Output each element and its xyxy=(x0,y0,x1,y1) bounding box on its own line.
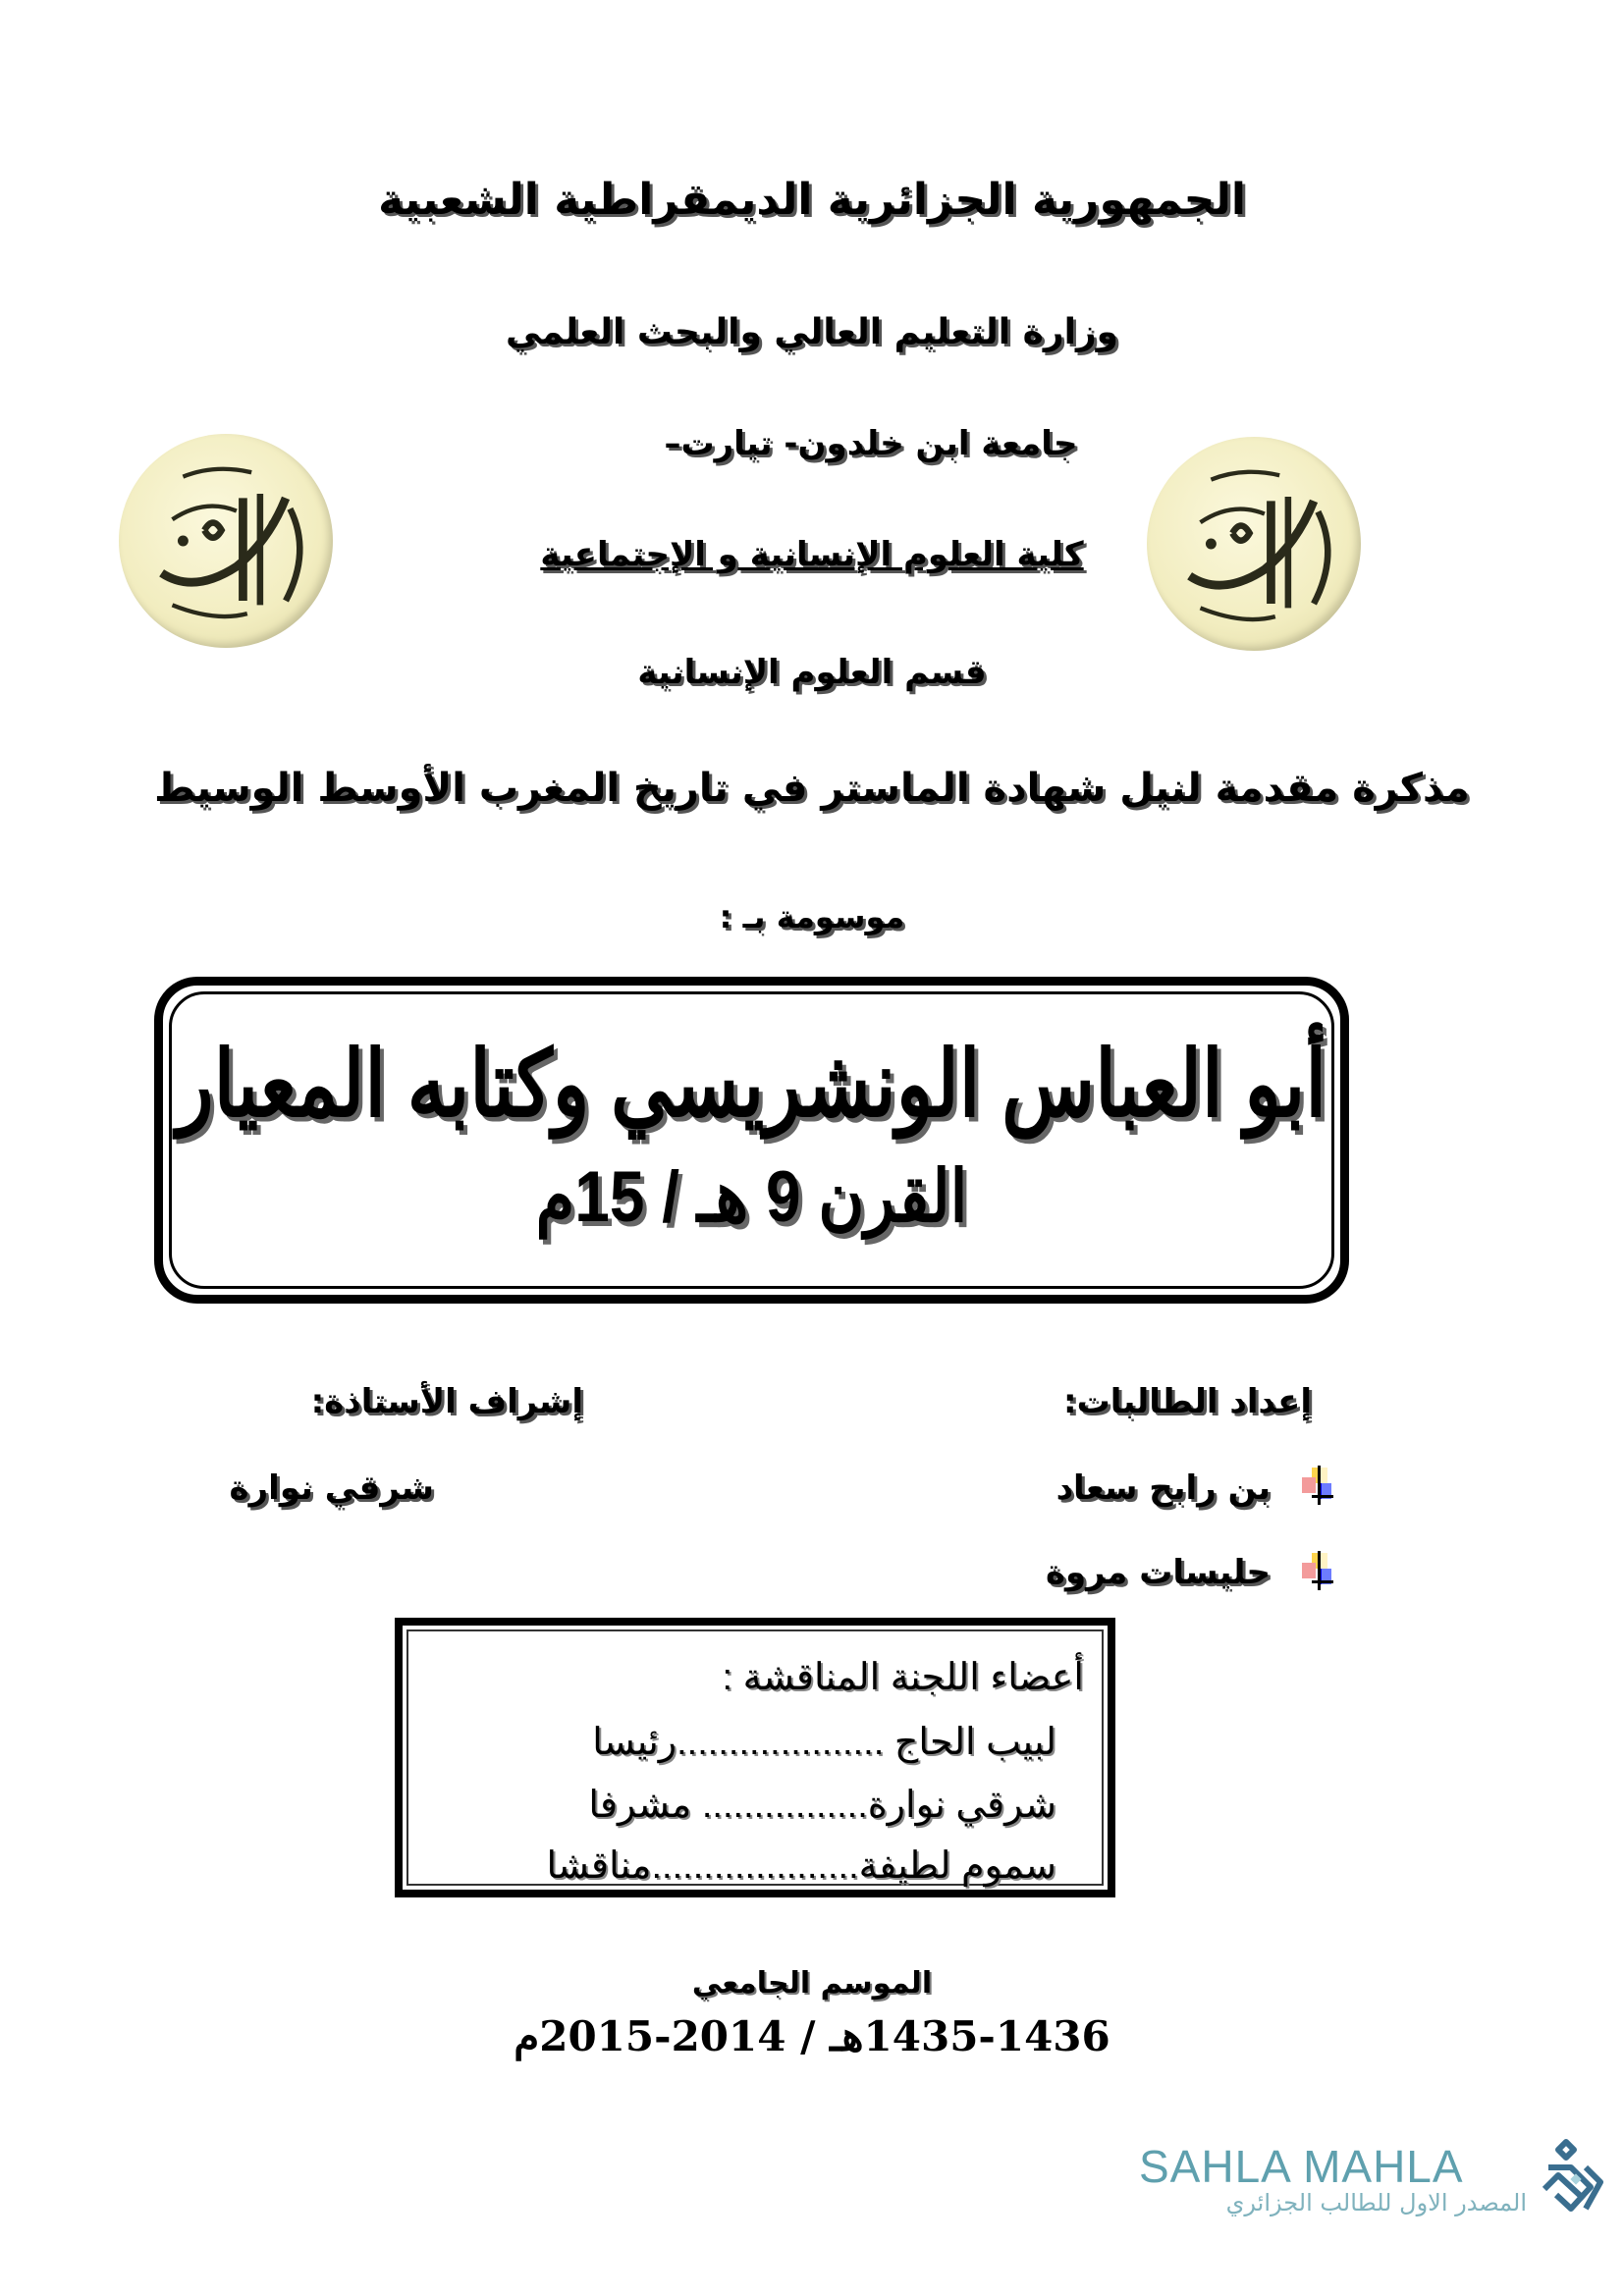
titled-label: موسومة بـ : xyxy=(719,898,905,935)
committee-member-3 xyxy=(546,1843,1056,1888)
department-heading: قسم العلوم الإنسانية xyxy=(637,653,987,692)
member-role: مناقشا xyxy=(546,1845,652,1887)
faculty-heading: كلية العلوم الإنسانية و الإجتماعية xyxy=(540,535,1084,574)
thesis-title-box xyxy=(154,977,1349,1304)
sahla-mahla-watermark xyxy=(1139,2140,1610,2228)
academic-year-label: الموسم الجامعي xyxy=(691,1966,933,2001)
ministry-heading: وزارة التعليم العالي والبحث العلمي xyxy=(505,312,1119,352)
thesis-title: أبو العباس الونشريسي وكتابه المعيار xyxy=(176,1032,1327,1136)
degree-line: مذكرة مقدمة لنيل شهادة الماستر في تاريخ المغرب الأوسط الوسيط xyxy=(154,766,1470,811)
colored-cross-bullet-icon xyxy=(1300,1551,1333,1590)
committee-box xyxy=(395,1618,1115,1897)
author-name-2: حليسات مروة xyxy=(1045,1553,1271,1592)
republic-heading: الجمهورية الجزائرية الديمقراطية الشعبية xyxy=(378,175,1246,225)
member-dots: .................... xyxy=(651,1845,859,1887)
watermark-tagline: المصدر الاول للطالب الجزائري xyxy=(1225,2189,1527,2216)
committee-title: أعضاء اللجنة المناقشة : xyxy=(722,1657,1084,1698)
watermark-brand: SAHLA MAHLA xyxy=(1139,2141,1464,2192)
supervisor-label: إشراف الأستاذة: xyxy=(310,1382,583,1421)
sahla-mahla-logo-icon xyxy=(1537,2138,1605,2216)
academic-year-value: 1435-1436هـ / 2014-2015م xyxy=(514,2012,1110,2060)
authors-label: إعداد الطالبات: xyxy=(1063,1382,1312,1421)
member-role: مشرفا xyxy=(588,1785,692,1826)
member-name: لبيب الحاج xyxy=(893,1722,1056,1763)
member-dots: .................... xyxy=(677,1722,894,1763)
committee-member-1 xyxy=(592,1720,1056,1764)
member-name: سموم لطيفة xyxy=(858,1845,1056,1887)
supervisor-name: شرقي نوارة xyxy=(229,1468,434,1508)
thesis-period: القرن 9 هـ / 15م xyxy=(535,1155,968,1238)
author-name-1: بن رابح سعاد xyxy=(1056,1468,1271,1508)
member-role: رئيسا xyxy=(592,1722,677,1763)
university-heading: جامعة ابن خلدون- تيارت– xyxy=(664,424,1078,463)
member-dots: ................ xyxy=(691,1785,868,1826)
colored-cross-bullet-icon xyxy=(1300,1466,1333,1505)
committee-member-2 xyxy=(588,1783,1056,1827)
member-name: شرقي نوارة xyxy=(867,1785,1056,1826)
